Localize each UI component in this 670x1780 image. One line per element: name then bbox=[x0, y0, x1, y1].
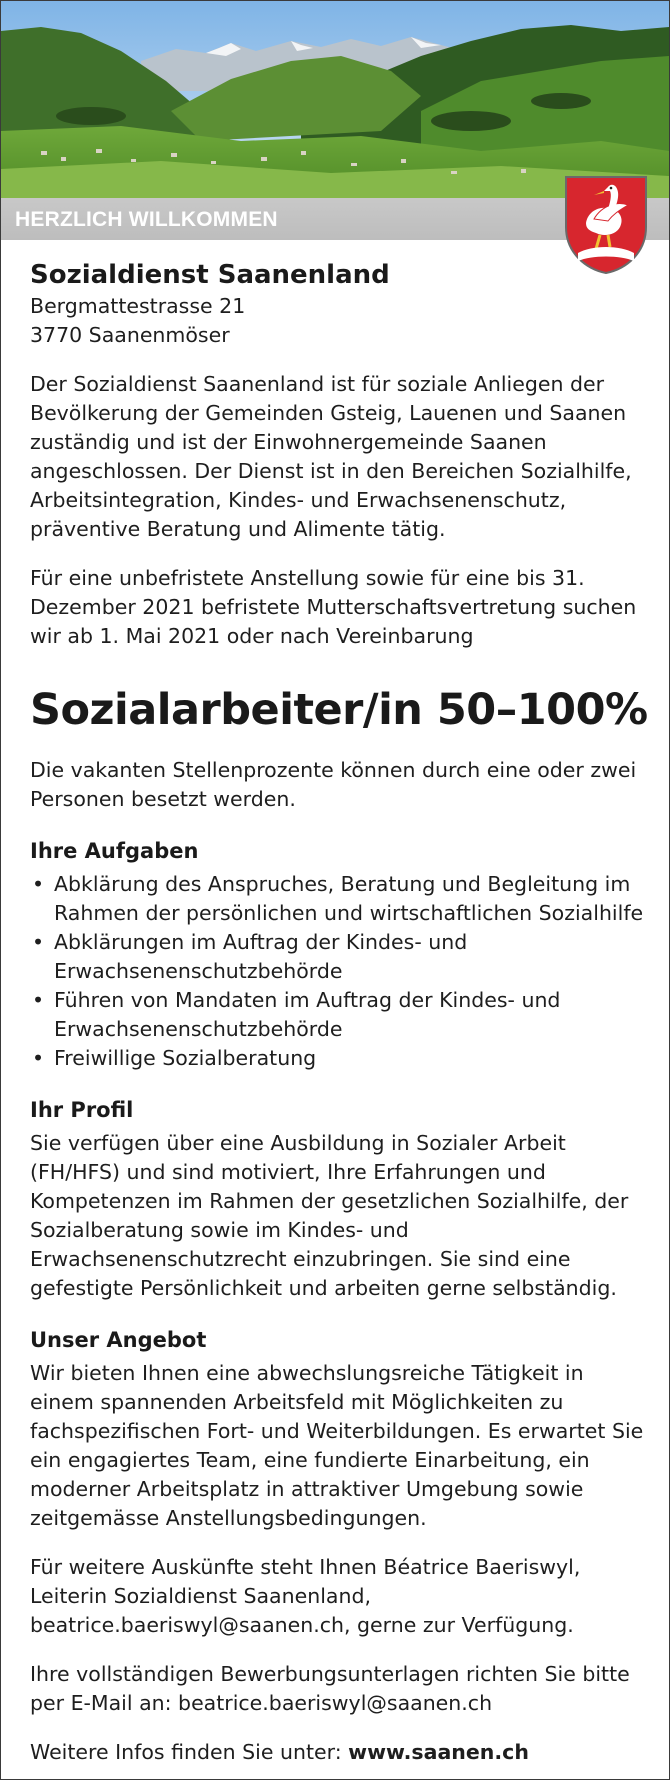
application-instructions: Ihre vollständigen Bewerbungsunterlagen richten Sie bitte per E-Mail an: beatrice.baeriswyl@saanen.ch bbox=[30, 1662, 630, 1715]
more-info-prefix: Weitere Infos finden Sie unter: bbox=[30, 1740, 349, 1764]
contact-info: Für weitere Auskünfte steht Ihnen Béatrice Baeriswyl, Leiterin Sozialdienst Saanenland, beatrice.baeriswyl@saanen.ch, gerne zur Verfügung. bbox=[30, 1555, 581, 1637]
address-city: 3770 Saanenmöser bbox=[30, 323, 230, 347]
list-item: • Führen von Mandaten im Auftrag der Kindes- und Erwachsenenschutzbehörde bbox=[30, 986, 648, 1044]
vacancy-paragraph: Für eine unbefristete Anstellung sowie für eine bis 31. Dezember 2021 befristete Mutterschaftsvertretung suchen wir ab 1. Mai 2021 oder nach Vereinbarung bbox=[30, 566, 637, 648]
website-link[interactable]: www.saanen.ch bbox=[348, 1740, 529, 1764]
tasks-heading: Ihre Aufgaben bbox=[30, 839, 199, 863]
ad-content bbox=[30, 258, 648, 1767]
welcome-heading: HERZLICH WILLKOMMEN bbox=[15, 208, 278, 231]
list-item: • Abklärungen im Auftrag der Kindes- und Erwachsenenschutzbehörde bbox=[30, 928, 648, 986]
offer-heading: Unser Angebot bbox=[30, 1328, 207, 1352]
job-title: Sozialarbeiter/in 50–100% bbox=[30, 685, 648, 735]
profile-text: Sie verfügen über eine Ausbildung in Sozialer Arbeit (FH/HFS) und sind motiviert, Ihre Erfahrungen und Kompetenzen im Rahmen der gesetzlichen Sozialhilfe, der Sozialberatung sowie im Kindes- und Erwachsenenschutzrecht einzubringen. Sie sind eine gefestigte Persönlichkeit und arbeiten gerne selbständig. bbox=[30, 1131, 629, 1300]
address-street: Bergmattestrasse 21 bbox=[30, 294, 246, 318]
profile-heading: Ihr Profil bbox=[30, 1098, 134, 1122]
more-info-line bbox=[30, 1738, 648, 1767]
tasks-list bbox=[30, 870, 648, 1073]
landscape-banner-image bbox=[1, 1, 669, 198]
job-note: Die vakanten Stellenprozente können durch eine oder zwei Personen besetzt werden. bbox=[30, 758, 637, 811]
offer-text: Wir bieten Ihnen eine abwechslungsreiche Tätigkeit in einem spannenden Arbeitsfeld mit Möglichkeiten zu fachspezifischen Fort- und Weiterbildungen. Es erwartet Sie ein engagiertes Team, eine fundierte Einarbeitung, ein moderner Arbeitsplatz in attraktiver Umgebung sowie zeitgemässe Anstellungsbedingungen. bbox=[30, 1361, 644, 1530]
organization-name: Sozialdienst Saanenland bbox=[30, 260, 390, 290]
list-item: • Freiwillige Sozialberatung bbox=[30, 1044, 648, 1073]
intro-paragraph: Der Sozialdienst Saanenland ist für soziale Anliegen der Bevölkerung der Gemeinden Gsteig, Lauenen und Saanen zuständig und ist der Einwohnergemeinde Saanen angeschlossen. Der Dienst ist in den Bereichen Sozialhilfe, Arbeitsintegration, Kindes- und Erwachsenenschutz, präventive Beratung und Alimente tätig. bbox=[30, 372, 632, 541]
list-item: • Abklärung des Anspruches, Beratung und Begleitung im Rahmen der persönlichen und wirtschaftlichen Sozialhilfe bbox=[30, 870, 648, 928]
